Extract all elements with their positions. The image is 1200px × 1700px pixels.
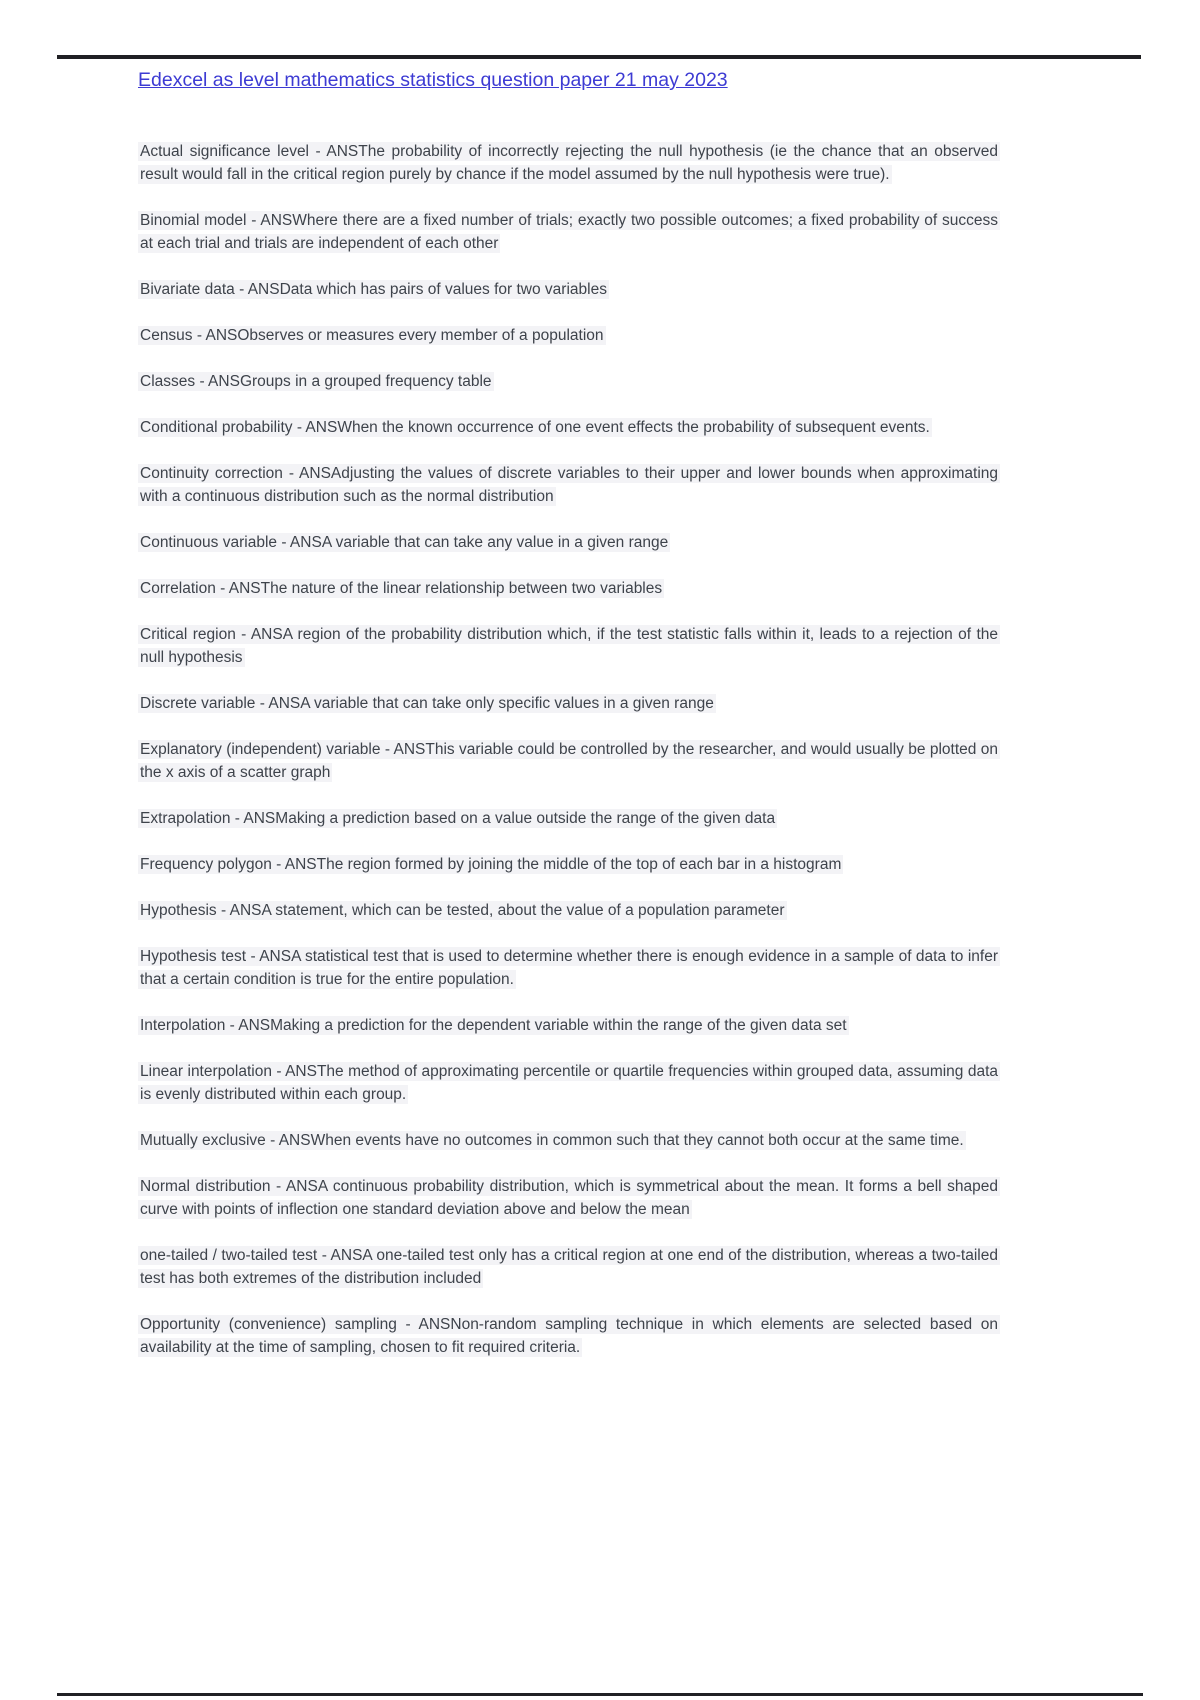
glossary-definition: A region of the probability distribution which, if the test statistic falls within it, leads to a rejection of the null hypothesis <box>140 626 998 666</box>
answer-prefix: - ANS <box>265 1132 311 1149</box>
glossary-definition: The nature of the linear relationship between two variables <box>260 580 663 597</box>
answer-prefix: - ANS <box>396 1316 451 1333</box>
glossary-term: Extrapolation <box>140 810 231 827</box>
glossary-entry <box>138 945 1000 991</box>
glossary-term: Opportunity (convenience) sampling <box>140 1316 397 1333</box>
glossary-entry <box>138 324 1000 347</box>
highlighted-text <box>138 901 787 920</box>
glossary-entry <box>138 462 1000 508</box>
glossary-term: one-tailed / two-tailed test <box>140 1247 318 1264</box>
answer-prefix: - ANS <box>230 810 276 827</box>
glossary-definition: Non-random sampling technique in which elements are selected based on availability at the time of sampling, chosen to fit required criteria. <box>140 1316 998 1356</box>
glossary-definition: A one-tailed test only has a critical region at one end of the distribution, whereas a two-tailed test has both extremes of the distribution included <box>140 1247 998 1287</box>
answer-prefix: - ANS <box>270 1178 318 1195</box>
glossary-definition: A variable that can take only specific values in a given range <box>300 695 714 712</box>
glossary-entry <box>138 1129 1000 1152</box>
glossary-term: Discrete variable <box>140 695 256 712</box>
answer-prefix: - ANS <box>292 419 338 436</box>
answer-prefix: - ANS <box>234 281 280 298</box>
highlighted-text <box>138 740 1000 782</box>
answer-prefix: - ANS <box>271 1063 317 1080</box>
glossary-definition: Adjusting the values of discrete variables to their upper and lower bounds when approximating with a continuous distribution such as the normal distribution <box>140 465 999 505</box>
highlighted-text <box>138 579 664 598</box>
glossary-term: Correlation <box>140 580 216 597</box>
answer-prefix: - ANS <box>282 465 331 482</box>
glossary-definition: The probability of incorrectly rejecting the null hypothesis (ie the chance that an observed result would fall in the critical region purely by chance if the model assumed by the null hypothesis were true). <box>140 143 999 183</box>
glossary-entry <box>138 853 1000 876</box>
highlighted-text <box>138 947 1000 989</box>
highlighted-text <box>138 1177 1000 1219</box>
glossary-definition: Making a prediction based on a value outside the range of the given data <box>275 810 776 827</box>
answer-prefix: - ANS <box>192 327 238 344</box>
glossary-term: Hypothesis test <box>140 948 247 965</box>
glossary-entry <box>138 140 1000 186</box>
highlighted-text <box>138 1315 1000 1357</box>
glossary-entry <box>138 1244 1000 1290</box>
glossary-definition: A variable that can take any value in a given range <box>321 534 669 551</box>
glossary-definition: The region formed by joining the middle of the top of each bar in a histogram <box>316 856 842 873</box>
highlighted-text <box>138 625 1000 667</box>
glossary-entry <box>138 209 1000 255</box>
glossary-term: Conditional probability <box>140 419 293 436</box>
glossary-entry <box>138 623 1000 669</box>
highlighted-text <box>138 326 606 345</box>
glossary-entry <box>138 1175 1000 1221</box>
glossary-entry <box>138 1060 1000 1106</box>
glossary-definition: Making a prediction for the dependent variable within the range of the given data set <box>270 1017 847 1034</box>
glossary-term: Interpolation <box>140 1017 226 1034</box>
glossary-term: Binomial model <box>140 212 247 229</box>
glossary-definition: A statistical test that is used to determine whether there is enough evidence in a sample of data to infer that a certain condition is true for the entire population. <box>140 948 998 988</box>
glossary-entry <box>138 1014 1000 1037</box>
glossary-entry <box>138 577 1000 600</box>
glossary-term: Normal distribution <box>140 1178 271 1195</box>
glossary-definition: Observes or measures every member of a population <box>237 327 604 344</box>
glossary-entry <box>138 416 1000 439</box>
bottom-divider <box>57 1693 1143 1696</box>
highlighted-text <box>138 533 670 552</box>
highlighted-text <box>138 280 609 299</box>
glossary-entry <box>138 807 1000 830</box>
glossary-term: Hypothesis <box>140 902 217 919</box>
glossary-entry <box>138 899 1000 922</box>
glossary-definition: Groups in a grouped frequency table <box>239 373 492 390</box>
top-divider <box>57 55 1141 59</box>
glossary-term: Continuity correction <box>140 465 283 482</box>
glossary-list <box>138 140 1000 1382</box>
highlighted-text <box>138 1131 966 1150</box>
glossary-entry <box>138 738 1000 784</box>
highlighted-text <box>138 1246 1000 1288</box>
glossary-term: Explanatory (independent) variable <box>140 741 381 758</box>
glossary-definition: The method of approximating percentile or quartile frequencies within grouped data, assuming data is evenly distributed within each group. <box>140 1063 998 1103</box>
answer-prefix: - ANS <box>255 695 301 712</box>
answer-prefix: - ANS <box>271 856 317 873</box>
answer-prefix: - ANS <box>235 626 283 643</box>
answer-prefix: - ANS <box>309 143 359 160</box>
highlighted-text <box>138 464 1000 506</box>
answer-prefix: - ANS <box>317 1247 363 1264</box>
glossary-term: Classes <box>140 373 196 390</box>
highlighted-text <box>138 1062 1000 1104</box>
glossary-definition: Data which has pairs of values for two variables <box>279 281 607 298</box>
highlighted-text <box>138 372 494 391</box>
answer-prefix: - ANS <box>380 741 426 758</box>
glossary-term: Actual significance level <box>140 143 310 160</box>
highlighted-text <box>138 809 777 828</box>
glossary-definition: When the known occurrence of one event effects the probability of subsequent events. <box>337 419 930 436</box>
glossary-definition: Where there are a fixed number of trials; exactly two possible outcomes; a fixed probability of success at each trial and trials are independent of each other <box>140 212 998 252</box>
glossary-term: Linear interpolation <box>140 1063 272 1080</box>
highlighted-text <box>138 855 843 874</box>
answer-prefix: - ANS <box>246 948 292 965</box>
glossary-entry <box>138 370 1000 393</box>
page-title-link[interactable]: Edexcel as level mathematics statistics question paper 21 may 2023 <box>138 69 728 91</box>
answer-prefix: - ANS <box>225 1017 271 1034</box>
glossary-entry <box>138 1313 1000 1359</box>
highlighted-text <box>138 694 716 713</box>
glossary-definition: When events have no outcomes in common such that they cannot both occur at the same time. <box>310 1132 964 1149</box>
glossary-entry <box>138 692 1000 715</box>
glossary-term: Frequency polygon <box>140 856 272 873</box>
glossary-entry <box>138 531 1000 554</box>
glossary-entry <box>138 278 1000 301</box>
glossary-term: Critical region <box>140 626 236 643</box>
highlighted-text <box>138 418 932 437</box>
answer-prefix: - ANS <box>216 902 262 919</box>
glossary-definition: This variable could be controlled by the researcher, and would usually be plotted on the x axis of a scatter graph <box>140 741 998 781</box>
glossary-term: Census <box>140 327 193 344</box>
glossary-term: Bivariate data <box>140 281 235 298</box>
answer-prefix: - ANS <box>277 534 322 551</box>
highlighted-text <box>138 142 1000 184</box>
answer-prefix: - ANS <box>246 212 293 229</box>
highlighted-text <box>138 1016 849 1035</box>
glossary-definition: A statement, which can be tested, about the value of a population parameter <box>261 902 785 919</box>
highlighted-text <box>138 211 1000 253</box>
answer-prefix: - ANS <box>215 580 261 597</box>
answer-prefix: - ANS <box>195 373 240 390</box>
glossary-definition: A continuous probability distribution, which is symmetrical about the mean. It forms a bell shaped curve with points of inflection one standard deviation above and below the mean <box>140 1178 999 1218</box>
glossary-term: Mutually exclusive <box>140 1132 266 1149</box>
glossary-term: Continuous variable <box>140 534 278 551</box>
